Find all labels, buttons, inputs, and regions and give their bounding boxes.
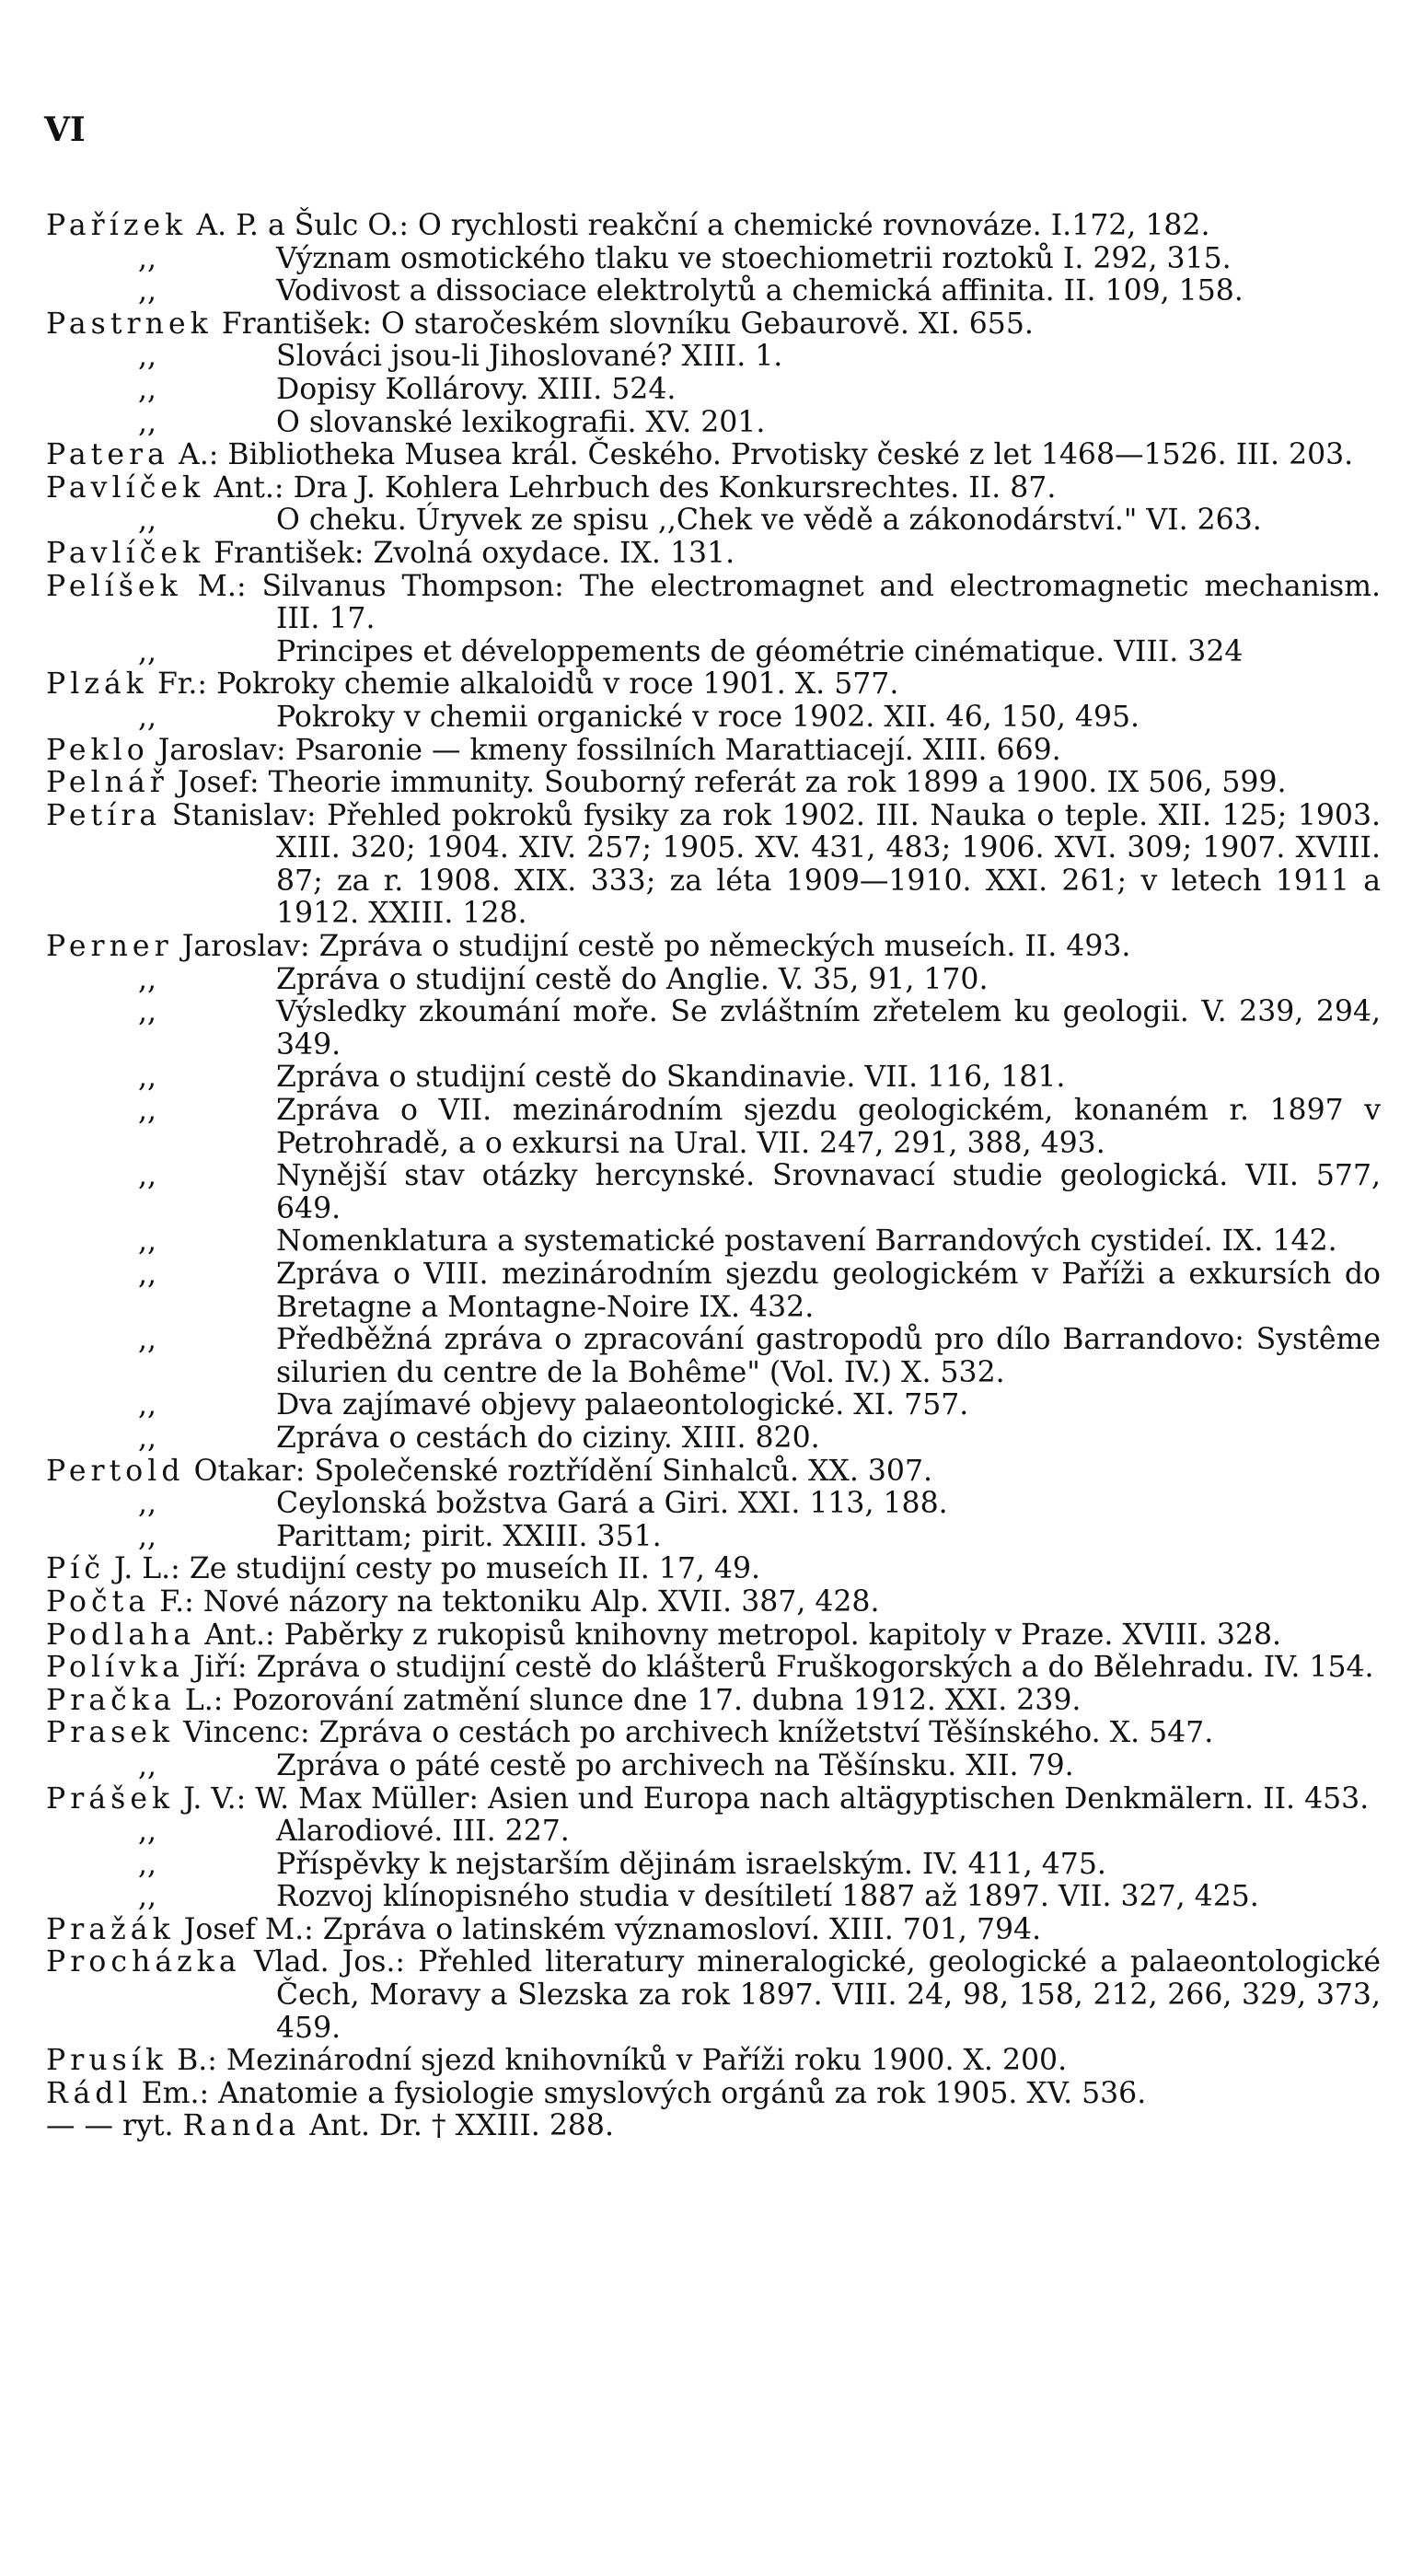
entry-text: Nové názory na tektoniku Alp. XVII. 387, 428. — [202, 1584, 880, 1619]
index-entry — [46, 472, 1381, 505]
index-subentry — [46, 1488, 1381, 1521]
author-surname: Rádl — [46, 2076, 133, 2110]
ditto-mark: ,, — [138, 700, 157, 734]
author-given-name: F.: — [159, 1584, 194, 1619]
author-given-name: Ant. Dr. † — [309, 2109, 446, 2143]
index-subentry — [46, 1422, 1381, 1456]
index-entry — [46, 1553, 1381, 1586]
author-surname: Perner — [46, 930, 173, 964]
index-subentry — [46, 1160, 1381, 1225]
entry-text: Slováci jsou-li Jihoslované? XIII. 1. — [276, 340, 783, 374]
entry-text: O slovanské lexikografii. XV. 201. — [276, 405, 766, 439]
entry-text: Přehled literatury mineralogické, geologické a palaeontologické Čech, Moravy a Slezska za rok 1897. VIII. 24, 98, 158, 212, 266, 329, 373, 459. — [276, 1945, 1381, 2045]
entry-text: Parittam; pirit. XXIII. 351. — [276, 1519, 662, 1553]
index-entry — [46, 538, 1381, 571]
index-entry — [46, 1685, 1381, 1718]
ditto-mark: ,, — [138, 1388, 157, 1422]
author-given-name: Fr.: — [156, 667, 208, 702]
entry-text: Zpráva o cestách po archivech knížetství Těšínského. X. 547. — [318, 1716, 1214, 1750]
entry-text: Příspěvky k nejstarším dějinám israelským. IV. 411, 475. — [276, 1847, 1106, 1881]
index-subentry — [46, 1389, 1381, 1422]
ditto-mark: ,, — [138, 1880, 157, 1914]
ditto-mark: ,, — [138, 1847, 157, 1881]
entry-text: XXIII. 288. — [455, 2109, 614, 2143]
entry-text: Význam osmotického tlaku ve stoechiometrii roztoků I. 292, 315. — [276, 241, 1232, 275]
author-surname: Pavlíček — [46, 470, 205, 505]
author-given-name: Jaroslav: — [181, 930, 310, 964]
entry-text: Zpráva o páté cestě po archivech na Těšínsku. XII. 79. — [276, 1748, 1074, 1782]
index-entry — [46, 2045, 1381, 2078]
entry-text: Dra J. Kohlera Lehrbuch des Konkursrechtes. II. 87. — [293, 470, 1057, 505]
page-number: VI — [44, 110, 86, 149]
entry-text: W. Max Müller: Asien und Europa nach altägyptischen Denkmälern. II. 453. — [255, 1781, 1370, 1816]
author-surname: Pračka — [46, 1683, 176, 1717]
entry-text: O staročeském slovníku Gebaurově. XI. 655. — [381, 307, 1034, 341]
author-given-name: A.: — [178, 438, 219, 472]
author-given-name: Vincenc: — [183, 1716, 310, 1750]
ditto-mark: ,, — [138, 372, 157, 406]
index-subentry — [46, 964, 1381, 997]
entry-text: Theorie immunity. Souborný referát za rok 1899 a 1900. IX 506, 599. — [268, 766, 1287, 800]
ditto-mark: ,, — [138, 241, 157, 275]
index-subentry — [46, 374, 1381, 407]
author-surname: Pražák — [46, 1912, 175, 1946]
entry-text: Předběžná zpráva o zpracování gastropodů pro dílo Barrandovo: Systême silurien du centre de la Bohême" (Vol. IV.) X. 532. — [276, 1323, 1381, 1389]
author-surname: Prusík — [46, 2044, 168, 2078]
author-given-name: J. L.: — [114, 1552, 180, 1586]
entry-text: Zpráva o studijní cestě po německých museích. II. 493. — [318, 930, 1131, 964]
author-given-name: A. P. a Šulc O.: — [196, 209, 409, 242]
author-surname: Pařízek — [46, 209, 188, 242]
entry-text: Mezinárodní sjezd knihovníků v Paříži roku 1900. X. 200. — [226, 2044, 1068, 2078]
author-surname: Pertold — [46, 1454, 185, 1488]
index-subentry — [46, 275, 1381, 308]
author-surname: Prášek — [46, 1781, 175, 1816]
author-surname: Procházka — [46, 1945, 241, 1979]
entry-text: Vodivost a dissociace elektrolytů a chemická affinita. II. 109, 158. — [276, 274, 1244, 308]
entry-text: Zpráva o VII. mezinárodním sjezdu geologickém, konaném r. 1897 v Petrohradě, a o exkursi na Ural. VII. 247, 291, 388, 493. — [276, 1094, 1381, 1160]
index-subentry — [46, 1225, 1381, 1259]
author-given-name: L.: — [184, 1683, 224, 1717]
index-subentry — [46, 1259, 1381, 1324]
index-entry — [46, 2078, 1381, 2111]
index-subentry — [46, 1062, 1381, 1095]
entry-text: Zpráva o latinském významosloví. XIII. 701, 794. — [322, 1912, 1042, 1946]
entry-text: Psaronie — kmeny fossilních Marattiacejí. XIII. 669. — [295, 733, 1061, 767]
index-entry — [46, 1652, 1381, 1685]
entry-text: Zpráva o VIII. mezinárodním sjezdu geologickém v Paříži a exkursích do Bretagne a Montagne-Noire IX. 432. — [276, 1258, 1381, 1324]
author-given-name: Ant.: — [204, 1618, 275, 1652]
entry-text: Zpráva o cestách do ciziny. XIII. 820. — [276, 1421, 820, 1455]
entry-text: Dopisy Kollárovy. XIII. 524. — [276, 372, 677, 406]
index-entry — [46, 668, 1381, 702]
index-entry — [46, 735, 1381, 768]
entry-text: O cheku. Úryvek ze spisu ,,Chek ve vědě a zákonodárství." VI. 263. — [276, 504, 1262, 538]
entry-text: Nynější stav otázky hercynské. Srovnavací studie geologická. VII. 577, 649. — [276, 1159, 1381, 1225]
entry-text: Ceylonská božstva Gará a Giri. XXI. 113, 188. — [276, 1487, 948, 1521]
author-given-name: Jiří: — [193, 1651, 248, 1685]
ditto-mark: ,, — [138, 1224, 157, 1259]
index-subentry — [46, 636, 1381, 669]
index-subentry — [46, 505, 1381, 538]
entry-text: Zvolná oxydace. IX. 131. — [373, 536, 735, 570]
entry-text: Pokroky chemie alkaloidů v roce 1901. X. 577. — [216, 667, 899, 702]
entry-text: Alarodiové. III. 227. — [276, 1815, 570, 1849]
index-entry — [46, 308, 1381, 342]
entry-text: Rozvoj klínopisného studia v desítiletí 1887 až 1897. VII. 327, 425. — [276, 1880, 1259, 1914]
author-surname: Pastrnek — [46, 307, 213, 341]
author-given-name: Otakar: — [193, 1454, 306, 1488]
ditto-mark: ,, — [138, 274, 157, 308]
ditto-mark: ,, — [138, 1258, 157, 1291]
author-given-name: Josef M.: — [183, 1912, 314, 1946]
index-subentry — [46, 1881, 1381, 1914]
index-subentry — [46, 1816, 1381, 1849]
index-entry — [46, 1456, 1381, 1489]
index-subentry — [46, 341, 1381, 374]
index-subentry — [46, 243, 1381, 276]
ditto-mark: ,, — [138, 1094, 157, 1128]
index-subentry — [46, 1521, 1381, 1554]
ditto-mark: ,, — [138, 1159, 157, 1193]
author-given-name: František: — [214, 536, 364, 570]
author-surname: Pelnář — [46, 766, 168, 800]
index-subentry — [46, 1849, 1381, 1882]
entry-text: Pokroky v chemii organické v roce 1902. XII. 46, 150, 495. — [276, 700, 1140, 734]
author-given-name: Jaroslav: — [157, 733, 286, 767]
index-entry — [46, 1619, 1381, 1653]
ditto-mark: ,, — [138, 995, 157, 1029]
author-given-name: Ant.: — [214, 470, 284, 505]
author-surname: Píč — [46, 1552, 106, 1586]
author-surname: Polívka — [46, 1651, 184, 1685]
index-entry — [46, 1946, 1381, 2045]
entry-text: Dva zajímavé objevy palaeontologické. XI. 757. — [276, 1388, 969, 1422]
author-surname: Prasek — [46, 1716, 175, 1750]
author-given-name: Josef: — [177, 766, 260, 800]
author-surname: Petíra — [46, 798, 162, 832]
ditto-mark: ,, — [138, 634, 157, 668]
author-surname: Plzák — [46, 667, 148, 702]
index-entry — [46, 931, 1381, 964]
index-entry — [46, 210, 1381, 243]
entry-text: Bibliotheka Musea král. Českého. Prvotisky české z let 1468—1526. III. 203. — [227, 438, 1354, 472]
index-subentry — [46, 1324, 1381, 1389]
index-entry — [46, 1586, 1381, 1619]
author-given-name: J. V.: — [183, 1781, 247, 1816]
index-entry — [46, 767, 1381, 800]
author-surname: Peklo — [46, 733, 149, 767]
index-subentry — [46, 1750, 1381, 1783]
index-entry — [46, 1914, 1381, 1947]
entry-text: Silvanus Thompson: The electromagnet and electromagnetic mechanism. III. 17. — [261, 569, 1382, 636]
entry-text: Ze studijní cesty po museích II. 17, 49. — [189, 1552, 761, 1586]
author-given-name: M.: — [197, 569, 247, 603]
entry-text: Principes et développements de géométrie cinématique. VIII. 324 — [276, 634, 1244, 668]
entry-text: Výsledky zkoumání moře. Se zvláštním zřetelem ku geologii. V. 239, 294, 349. — [276, 995, 1381, 1062]
index-entry — [46, 800, 1381, 931]
index-subentry — [46, 1095, 1381, 1160]
author-surname: Pavlíček — [46, 536, 205, 570]
author-surname: Patera — [46, 438, 169, 472]
ditto-mark: ,, — [138, 1487, 157, 1521]
entry-text: Paběrky z rukopisů knihovny metropol. kapitoly v Praze. XVIII. 328. — [283, 1618, 1282, 1652]
entry-text: Nomenklatura a systematické postavení Barrandových cystideí. IX. 142. — [276, 1224, 1337, 1259]
index-subentry — [46, 702, 1381, 735]
ditto-mark: ,, — [138, 340, 157, 374]
index-entry — [46, 1783, 1381, 1816]
entry-text: Společenské roztřídění Sinhalců. XX. 307. — [314, 1454, 933, 1488]
ditto-mark: ,, — [138, 405, 157, 439]
ditto-mark: ,, — [138, 1323, 157, 1357]
index-subentry — [46, 996, 1381, 1062]
ditto-mark: ,, — [138, 1421, 157, 1455]
author-given-name: Vlad. Jos.: — [253, 1945, 406, 1979]
ditto-mark: ,, — [138, 504, 157, 538]
index-entries — [46, 210, 1381, 2143]
entry-prefix: — — ryt. — [46, 2109, 174, 2143]
ditto-mark: ,, — [138, 962, 157, 996]
ditto-mark: ,, — [138, 1815, 157, 1849]
index-entry — [46, 1717, 1381, 1750]
entry-text: Zpráva o studijní cestě do Skandinavie. VII. 116, 181. — [276, 1061, 1066, 1095]
author-given-name: Stanislav: — [171, 798, 317, 832]
author-given-name: Em.: — [141, 2076, 210, 2110]
entry-text: O rychlosti reakční a chemické rovnováze. I.172, 182. — [417, 209, 1210, 242]
entry-text: Zpráva o studijní cestě do klášterů Fruškogorských a do Bělehradu. IV. 154. — [256, 1651, 1374, 1685]
author-given-name: B.: — [177, 2044, 217, 2078]
author-surname: Pelíšek — [46, 569, 182, 603]
ditto-mark: ,, — [138, 1061, 157, 1095]
entry-text: Zpráva o studijní cestě do Anglie. V. 35, 91, 170. — [276, 962, 989, 996]
author-surname: Počta — [46, 1584, 151, 1619]
author-given-name: František: — [221, 307, 373, 341]
index-entry — [46, 571, 1381, 636]
entry-text: Anatomie a fysiologie smyslových orgánů za rok 1905. XV. 536. — [218, 2076, 1147, 2110]
entry-text: Pozorování zatmění slunce dne 17. dubna 1912. XXI. 239. — [232, 1683, 1082, 1717]
author-surname: Randa — [182, 2109, 301, 2143]
ditto-mark: ,, — [138, 1748, 157, 1782]
index-entry — [46, 2110, 1381, 2143]
index-subentry — [46, 407, 1381, 440]
ditto-mark: ,, — [138, 1519, 157, 1553]
entry-text: Přehled pokroků fysiky za rok 1902. III. Nauka o teple. XII. 125; 1903. XIII. 320; 1904. XIV. 257; 1905. XV. 431, 483; 1906. XVI. 309; 1907. XVIII. 87; za r. 1908. XIX. 333; za léta 1909—1910. XXI. 261; v letech 1911 a 1912. XXIII. 128. — [276, 798, 1382, 931]
author-surname: Podlaha — [46, 1618, 196, 1652]
index-entry — [46, 439, 1381, 472]
